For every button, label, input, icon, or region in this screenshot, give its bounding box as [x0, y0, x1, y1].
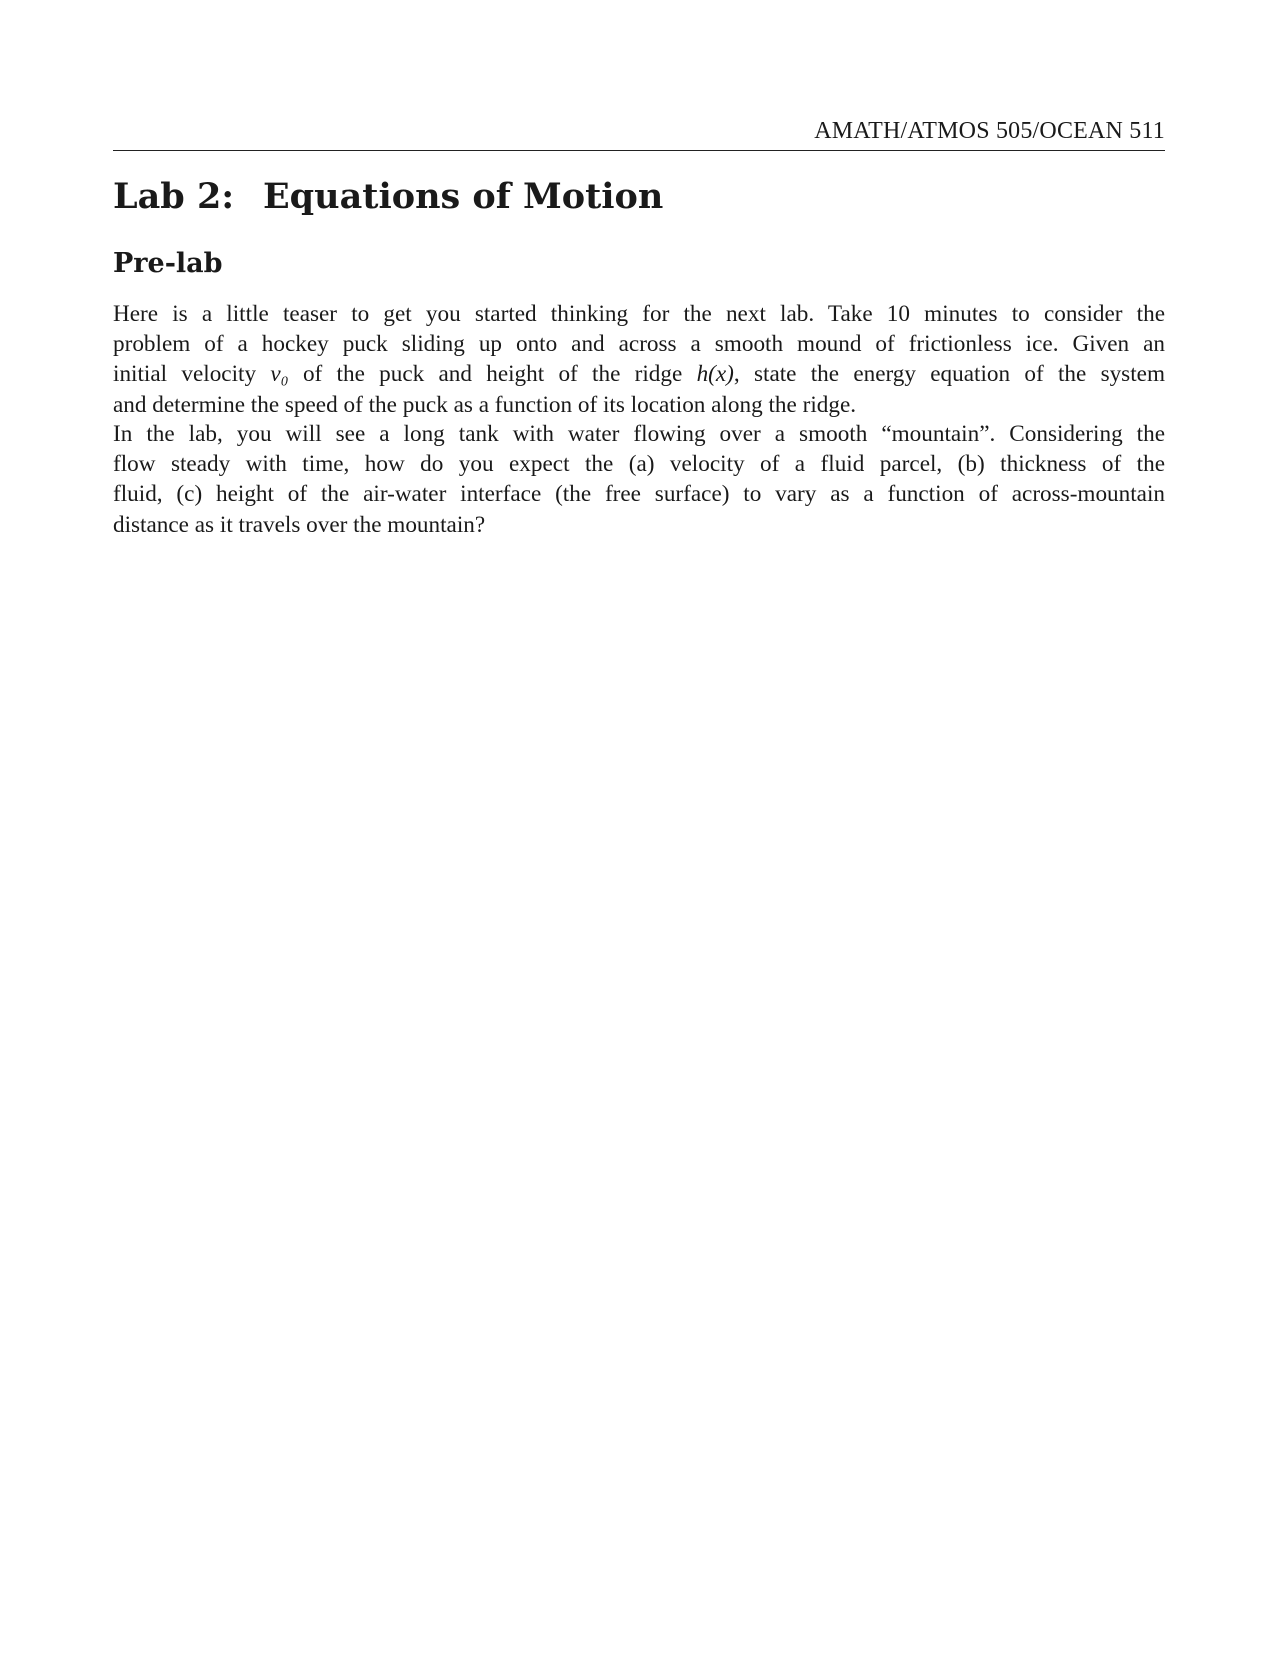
paragraph-line: and determine the speed of the puck as a function of its location along the ridge.: [113, 391, 857, 418]
prelab-paragraph-2: [113, 419, 1165, 540]
paragraph-line: Here is a little teaser to get you started thinking for the next lab. Take 10 minutes to consider the: [113, 301, 1165, 327]
paragraph-line: flow steady with time, how do you expect the (a) velocity of a fluid parcel, (b) thickness of the: [113, 451, 1165, 478]
header-rule: [113, 150, 1165, 151]
math-h-of-x: h(x): [696, 361, 734, 388]
text-run: of the puck and height of the ridge: [288, 361, 697, 388]
text-run: , state the energy equation of the system: [733, 361, 1165, 388]
paragraph-line: In the lab, you will see a long tank with water flowing over a smooth “mountain”. Considering the: [113, 421, 1165, 447]
paragraph-line: [113, 359, 1165, 389]
math-v0: v₀: [270, 361, 289, 388]
page-title: [113, 176, 663, 217]
lab-number: Lab 2:: [113, 176, 235, 217]
text-run: initial velocity: [113, 361, 271, 388]
course-header: AMATH/ATMOS 505/OCEAN 511: [814, 118, 1165, 144]
section-heading: Pre-lab: [113, 248, 223, 279]
paragraph-line: problem of a hockey puck sliding up onto and across a smooth mound of frictionless ice. Given an: [113, 331, 1165, 358]
paragraph-line: fluid, (c) height of the air-water interface (the free surface) to vary as a function of across-mountain: [113, 481, 1165, 508]
prelab-paragraph-1: [113, 299, 1165, 420]
paragraph-line: distance as it travels over the mountain?: [113, 511, 486, 538]
lab-title: Equations of Motion: [263, 176, 664, 217]
